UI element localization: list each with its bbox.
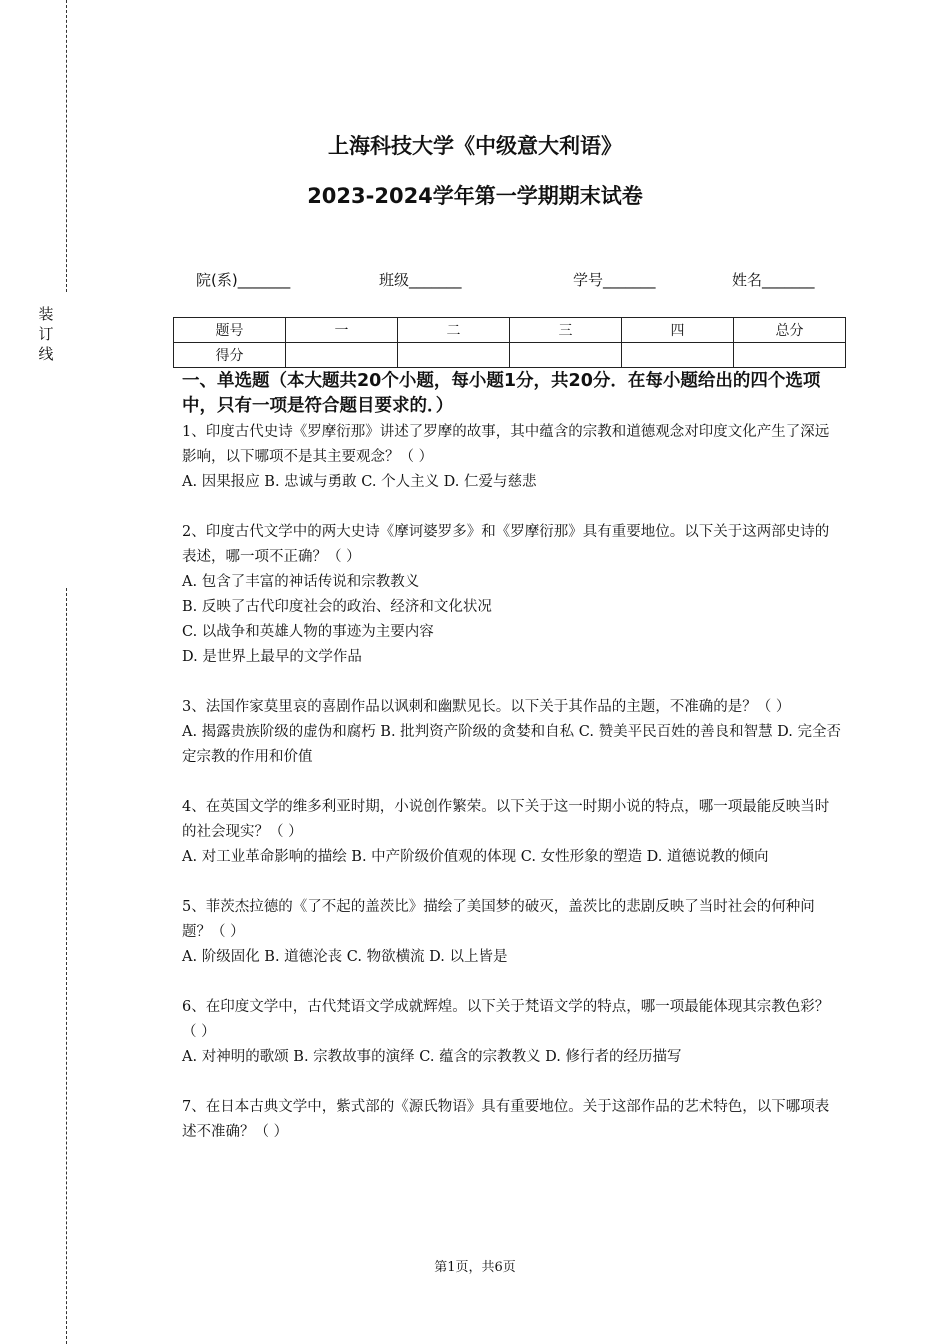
- question-item: [182, 420, 842, 495]
- department-field[interactable]: 院(系)_______: [196, 271, 291, 289]
- question-stem: 2、印度古代文学中的两大史诗《摩诃婆罗多》和《罗摩衍那》具有重要地位。以下关于这两部史诗的表述，哪一项不正确？（ ）: [182, 524, 830, 565]
- page-footer: 第1页，共6页: [434, 1260, 516, 1275]
- score-table-header-row: [174, 318, 846, 343]
- exam-title: 上海科技大学《中级意大利语》: [328, 134, 622, 158]
- name-field[interactable]: 姓名_______: [732, 271, 815, 289]
- question-option: A. 对工业革命影响的描绘 B. 中产阶级价值观的体现 C. 女性形象的塑造 D. 道德说教的倾向: [182, 849, 769, 865]
- table-cell: 一: [286, 318, 398, 343]
- score-cell[interactable]: [286, 343, 398, 368]
- question-list: [182, 420, 842, 1170]
- score-cell[interactable]: [734, 343, 846, 368]
- table-cell: 总分: [734, 318, 846, 343]
- table-cell: 题号: [174, 318, 286, 343]
- student-id-field[interactable]: 学号_______: [573, 271, 656, 289]
- question-option: C. 以战争和英雄人物的事迹为主要内容: [182, 624, 434, 640]
- question-option: A. 因果报应 B. 忠诚与勇敢 C. 个人主义 D. 仁爱与慈悲: [182, 474, 537, 490]
- table-cell: 二: [398, 318, 510, 343]
- question-item: [182, 895, 842, 970]
- question-item: [182, 795, 842, 870]
- question-stem: 6、在印度文学中，古代梵语文学成就辉煌。以下关于梵语文学的特点，哪一项最能体现其宗教色彩？（ ）: [182, 999, 830, 1040]
- question-item: [182, 520, 842, 670]
- table-cell: 三: [510, 318, 622, 343]
- table-cell: 四: [622, 318, 734, 343]
- binding-line-bottom: [66, 588, 67, 1344]
- question-option: A. 阶级固化 B. 道德沦丧 C. 物欲横流 D. 以上皆是: [182, 949, 508, 965]
- question-stem: 5、菲茨杰拉德的《了不起的盖茨比》描绘了美国梦的破灭，盖茨比的悲剧反映了当时社会的何种问题？（ ）: [182, 899, 815, 940]
- score-cell[interactable]: [510, 343, 622, 368]
- question-stem: 1、印度古代史诗《罗摩衍那》讲述了罗摩的故事，其中蕴含的宗教和道德观念对印度文化产生了深远影响，以下哪项不是其主要观念？（ ）: [182, 424, 830, 465]
- exam-subtitle: 2023-2024学年第一学期期末试卷: [307, 184, 643, 208]
- question-stem: 4、在英国文学的维多利亚时期，小说创作繁荣。以下关于这一时期小说的特点，哪一项最能反映当时的社会现实？（ ）: [182, 799, 830, 840]
- score-cell[interactable]: [398, 343, 510, 368]
- section-heading: 一、单选题（本大题共20个小题，每小题1分，共20分．在每小题给出的四个选项中，只有一项是符合题目要求的．）: [182, 371, 821, 416]
- binding-label: 装订线: [38, 305, 54, 363]
- score-cell[interactable]: [622, 343, 734, 368]
- question-option: B. 反映了古代印度社会的政治、经济和文化状况: [182, 599, 492, 615]
- question-item: [182, 1095, 842, 1145]
- class-field[interactable]: 班级_______: [379, 271, 462, 289]
- question-item: [182, 695, 842, 770]
- question-option: D. 是世界上最早的文学作品: [182, 649, 362, 665]
- question-option: A. 包含了丰富的神话传说和宗教教义: [182, 574, 420, 590]
- table-cell: 得分: [174, 343, 286, 368]
- student-info-row: [0, 269, 950, 293]
- question-item: [182, 995, 842, 1070]
- score-table: [173, 317, 846, 368]
- question-stem: 3、法国作家莫里哀的喜剧作品以讽刺和幽默见长。以下关于其作品的主题，不准确的是？（ ）: [182, 699, 791, 715]
- score-table-score-row: [174, 343, 846, 368]
- question-option: A. 揭露贵族阶级的虚伪和腐朽 B. 批判资产阶级的贪婪和自私 C. 赞美平民百姓的善良和智慧 D. 完全否定宗教的作用和价值: [182, 724, 842, 765]
- question-option: A. 对神明的歌颂 B. 宗教故事的演绎 C. 蕴含的宗教教义 D. 修行者的经历描写: [182, 1049, 682, 1065]
- question-stem: 7、在日本古典文学中，紫式部的《源氏物语》具有重要地位。关于这部作品的艺术特色，以下哪项表述不准确？（ ）: [182, 1099, 830, 1140]
